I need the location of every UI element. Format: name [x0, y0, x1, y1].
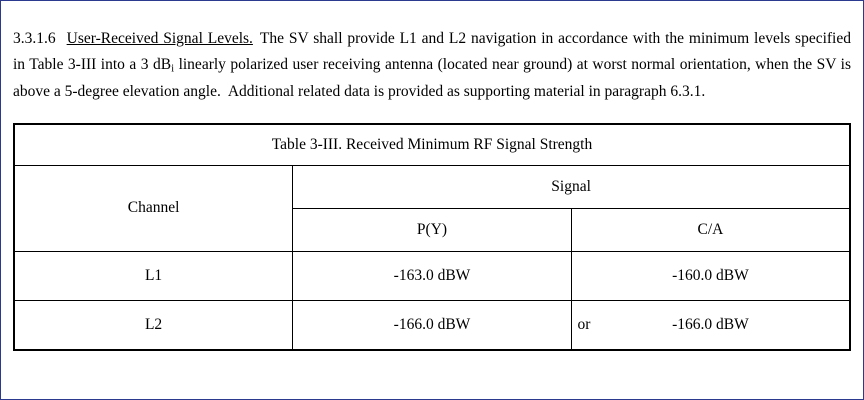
paragraph-body-tail: Additional related data is provided as supporting material in paragraph 6.3.1.	[227, 82, 706, 100]
rf-signal-strength-table	[13, 123, 851, 351]
paragraph-3-3-1-6	[1, 17, 863, 108]
row-l1-channel: L1	[14, 251, 293, 300]
row-l2-py	[293, 300, 591, 350]
table-caption: Table 3-III. Received Minimum RF Signal Strength	[14, 124, 850, 166]
ca-column-header: C/A	[571, 208, 850, 251]
row-l2-py-value: -166.0 dBW	[393, 315, 471, 333]
channel-column-header: Channel	[14, 165, 293, 251]
table-container	[1, 123, 863, 351]
row-l1-py: -163.0 dBW	[293, 251, 572, 300]
signal-column-header: Signal	[293, 165, 850, 208]
paragraph-body: The SV shall provide L1 and L2 navigation in accordance with the minimum levels specified in Table 3-III into a 3 dB	[13, 29, 851, 74]
row-l1-ca: -160.0 dBW	[571, 251, 850, 300]
table-row	[14, 251, 850, 300]
py-column-header: P(Y)	[293, 208, 572, 251]
row-l2-ca: -166.0 dBW	[571, 300, 850, 350]
table-caption-row	[14, 124, 850, 166]
table-header-row-1	[14, 165, 850, 208]
subscript-i: i	[171, 62, 175, 75]
row-l2-channel: L2	[14, 300, 293, 350]
paragraph-heading: User-Received Signal Levels.	[66, 29, 253, 47]
row-l2-separator: or	[577, 315, 591, 333]
paragraph-body-continued: linearly polarized user receiving antenna (located near ground) at worst normal orientation, when the SV is above a 5-degree elevation angle.	[13, 56, 851, 100]
table-row	[14, 300, 850, 350]
section-number: 3.3.1.6	[13, 29, 56, 47]
